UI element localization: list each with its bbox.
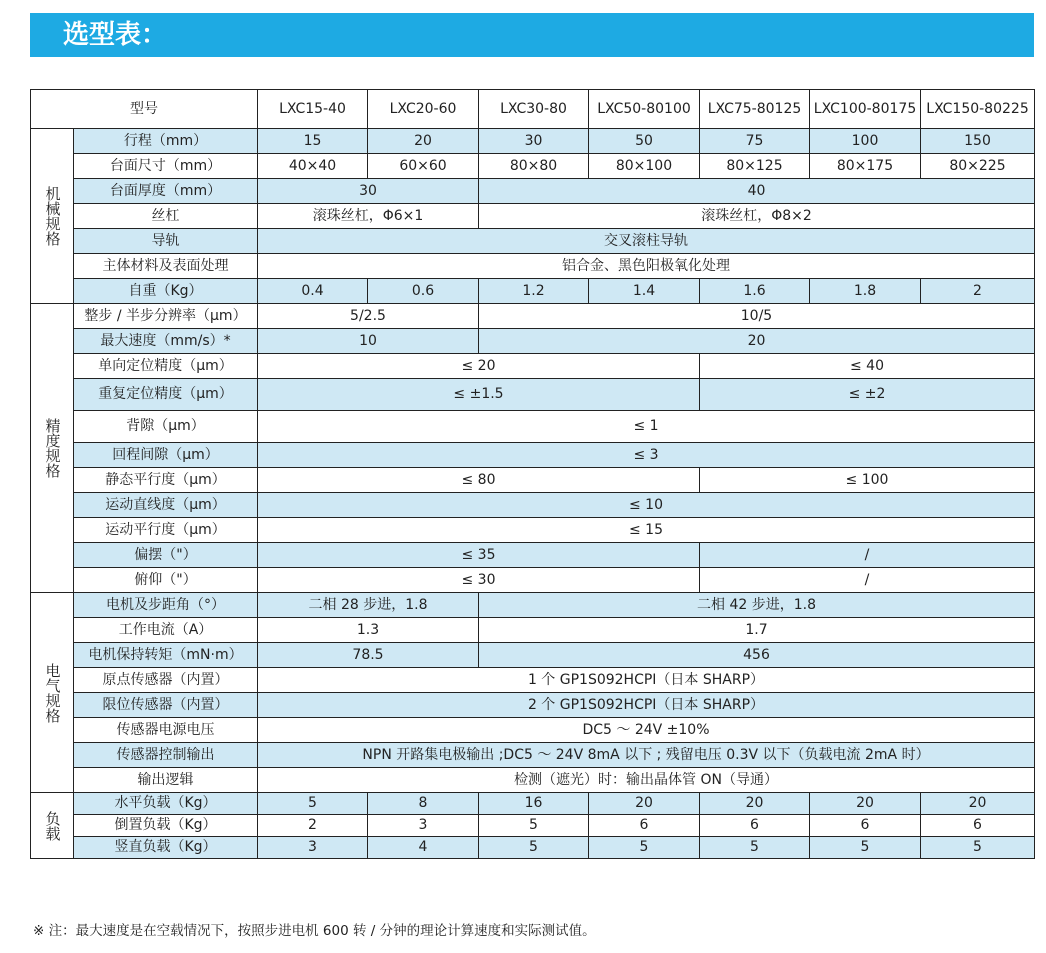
cell: ≤ 40 (700, 354, 1035, 379)
row-horizontal-load (31, 793, 1035, 815)
cell: 5 (921, 837, 1035, 859)
cell: 150 (921, 129, 1035, 154)
cell: 80×175 (810, 154, 921, 179)
cell: 30 (479, 129, 589, 154)
row-limit-sensor (31, 693, 1035, 718)
cell: 5 (479, 815, 589, 837)
cell: 铝合金、黑色阳极氧化处理 (258, 254, 1035, 279)
cell: 1.6 (700, 279, 810, 304)
row-label: 自重（Kg） (74, 279, 258, 304)
cell: DC5 ～ 24V ±10% (258, 718, 1035, 743)
cell: 2 (921, 279, 1035, 304)
row-label: 传感器控制输出 (74, 743, 258, 768)
row-label: 最大速度（mm/s）* (74, 329, 258, 354)
row-vertical-load (31, 837, 1035, 859)
cell: 3 (368, 815, 479, 837)
row-label: 背隙（μm） (74, 411, 258, 443)
cell: 20 (479, 329, 1035, 354)
model-name: LXC20-60 (368, 90, 479, 129)
row-label: 整步 / 半步分辨率（μm） (74, 304, 258, 329)
cell: 60×60 (368, 154, 479, 179)
cell: 75 (700, 129, 810, 154)
cell: 10 (258, 329, 479, 354)
row-material (31, 254, 1035, 279)
cell: 0.6 (368, 279, 479, 304)
cell: ≤ 1 (258, 411, 1035, 443)
cell: 16 (479, 793, 589, 815)
row-label: 台面尺寸（mm） (74, 154, 258, 179)
cell: 80×80 (479, 154, 589, 179)
cell: 20 (921, 793, 1035, 815)
row-label: 输出逻辑 (74, 768, 258, 793)
row-sensor-output (31, 743, 1035, 768)
cell: 2 个 GP1S092HCPI（日本 SHARP） (258, 693, 1035, 718)
cell: 1.7 (479, 618, 1035, 643)
cell: 20 (700, 793, 810, 815)
row-label: 运动直线度（μm） (74, 493, 258, 518)
row-output-logic (31, 768, 1035, 793)
cell: 40 (479, 179, 1035, 204)
row-label: 行程（mm） (74, 129, 258, 154)
cell: 5 (810, 837, 921, 859)
row-sensor-voltage (31, 718, 1035, 743)
row-torque (31, 643, 1035, 668)
cell: 78.5 (258, 643, 479, 668)
cell: 40×40 (258, 154, 368, 179)
cell: 80×225 (921, 154, 1035, 179)
row-label: 电机及步距角（°） (74, 593, 258, 618)
row-backlash (31, 411, 1035, 443)
row-uni-accuracy (31, 354, 1035, 379)
cell: 50 (589, 129, 700, 154)
row-label: 单向定位精度（μm） (74, 354, 258, 379)
row-pitch (31, 568, 1035, 593)
cell: 15 (258, 129, 368, 154)
cell: 滚珠丝杠，Φ8×2 (479, 204, 1035, 229)
cell: 滚珠丝杠，Φ6×1 (258, 204, 479, 229)
row-label: 电机保持转矩（mN·m） (74, 643, 258, 668)
row-yaw (31, 543, 1035, 568)
cell: 4 (368, 837, 479, 859)
row-lead-screw (31, 204, 1035, 229)
cell: 8 (368, 793, 479, 815)
cell: ≤ 35 (258, 543, 700, 568)
cell: ≤ 20 (258, 354, 700, 379)
row-label: 重复定位精度（μm） (74, 379, 258, 411)
row-label: 偏摆（"） (74, 543, 258, 568)
cell: 20 (589, 793, 700, 815)
cell: 1.4 (589, 279, 700, 304)
row-label: 倒置负载（Kg） (74, 815, 258, 837)
row-label: 水平负载（Kg） (74, 793, 258, 815)
cell: 5 (589, 837, 700, 859)
row-current (31, 618, 1035, 643)
row-label: 传感器电源电压 (74, 718, 258, 743)
cell: 80×125 (700, 154, 810, 179)
cell: / (700, 568, 1035, 593)
row-lost-motion (31, 443, 1035, 468)
model-name: LXC15-40 (258, 90, 368, 129)
row-table-size (31, 154, 1035, 179)
cell: ≤ 30 (258, 568, 700, 593)
cell: 6 (700, 815, 810, 837)
row-label: 静态平行度（μm） (74, 468, 258, 493)
cell: 1.3 (258, 618, 479, 643)
row-static-parallel (31, 468, 1035, 493)
row-label: 主体材料及表面处理 (74, 254, 258, 279)
cell: 5/2.5 (258, 304, 479, 329)
row-stroke (31, 129, 1035, 154)
cell: ≤ 80 (258, 468, 700, 493)
row-label: 俯仰（"） (74, 568, 258, 593)
cell: 0.4 (258, 279, 368, 304)
row-table-thickness (31, 179, 1035, 204)
cell: 456 (479, 643, 1035, 668)
row-label: 导轨 (74, 229, 258, 254)
row-straightness (31, 493, 1035, 518)
cell: 6 (921, 815, 1035, 837)
row-label: 原点传感器（内置） (74, 668, 258, 693)
page-title: 选型表： (63, 20, 168, 50)
cell: 检测（遮光）时：输出晶体管 ON（导通） (258, 768, 1035, 793)
model-name: LXC100-80175 (810, 90, 921, 129)
row-label: 工作电流（A） (74, 618, 258, 643)
cell: / (700, 543, 1035, 568)
category-precision: 精度规格 (31, 304, 74, 593)
cell: 1.8 (810, 279, 921, 304)
cell: NPN 开路集电极输出 ;DC5 ～ 24V 8mA 以下 ; 残留电压 0.3V 以下（负载电流 2mA 时） (258, 743, 1035, 768)
cell: 30 (258, 179, 479, 204)
model-header: 型号 (31, 90, 258, 129)
row-motor (31, 593, 1035, 618)
footnote: ※ 注：最大速度是在空载情况下，按照步进电机 600 转 / 分钟的理论计算速度和实际测试值。 (33, 923, 596, 939)
header-row (31, 90, 1035, 129)
cell: ≤ 100 (700, 468, 1035, 493)
cell: 二相 28 步进，1.8 (258, 593, 479, 618)
cell: 80×100 (589, 154, 700, 179)
cell: ≤ ±2 (700, 379, 1035, 411)
cell: ≤ 3 (258, 443, 1035, 468)
cell: 5 (258, 793, 368, 815)
cell: 5 (479, 837, 589, 859)
cell: 二相 42 步进，1.8 (479, 593, 1035, 618)
cell: ≤ ±1.5 (258, 379, 700, 411)
row-resolution (31, 304, 1035, 329)
cell: ≤ 10 (258, 493, 1035, 518)
title-banner (30, 13, 1034, 57)
row-weight (31, 279, 1035, 304)
cell: 交叉滚柱导轨 (258, 229, 1035, 254)
cell: 20 (368, 129, 479, 154)
row-motion-parallel (31, 518, 1035, 543)
cell: 3 (258, 837, 368, 859)
model-name: LXC30-80 (479, 90, 589, 129)
row-origin-sensor (31, 668, 1035, 693)
row-guide (31, 229, 1035, 254)
cell: 5 (700, 837, 810, 859)
cell: 1.2 (479, 279, 589, 304)
row-label: 竖直负载（Kg） (74, 837, 258, 859)
cell: 100 (810, 129, 921, 154)
row-repeat-accuracy (31, 379, 1035, 411)
cell: 6 (589, 815, 700, 837)
cell: ≤ 15 (258, 518, 1035, 543)
row-label: 回程间隙（μm） (74, 443, 258, 468)
cell: 20 (810, 793, 921, 815)
cell: 1 个 GP1S092HCPI（日本 SHARP） (258, 668, 1035, 693)
model-name: LXC150-80225 (921, 90, 1035, 129)
row-inverted-load (31, 815, 1035, 837)
row-label: 限位传感器（内置） (74, 693, 258, 718)
row-label: 丝杠 (74, 204, 258, 229)
cell: 10/5 (479, 304, 1035, 329)
row-label: 运动平行度（μm） (74, 518, 258, 543)
category-load: 负载 (31, 793, 74, 859)
cell: 2 (258, 815, 368, 837)
cell: 6 (810, 815, 921, 837)
row-max-speed (31, 329, 1035, 354)
spec-table (30, 89, 1035, 859)
category-mechanical: 机械规格 (31, 129, 74, 304)
model-name: LXC50-80100 (589, 90, 700, 129)
model-name: LXC75-80125 (700, 90, 810, 129)
category-electrical: 电气规格 (31, 593, 74, 793)
row-label: 台面厚度（mm） (74, 179, 258, 204)
